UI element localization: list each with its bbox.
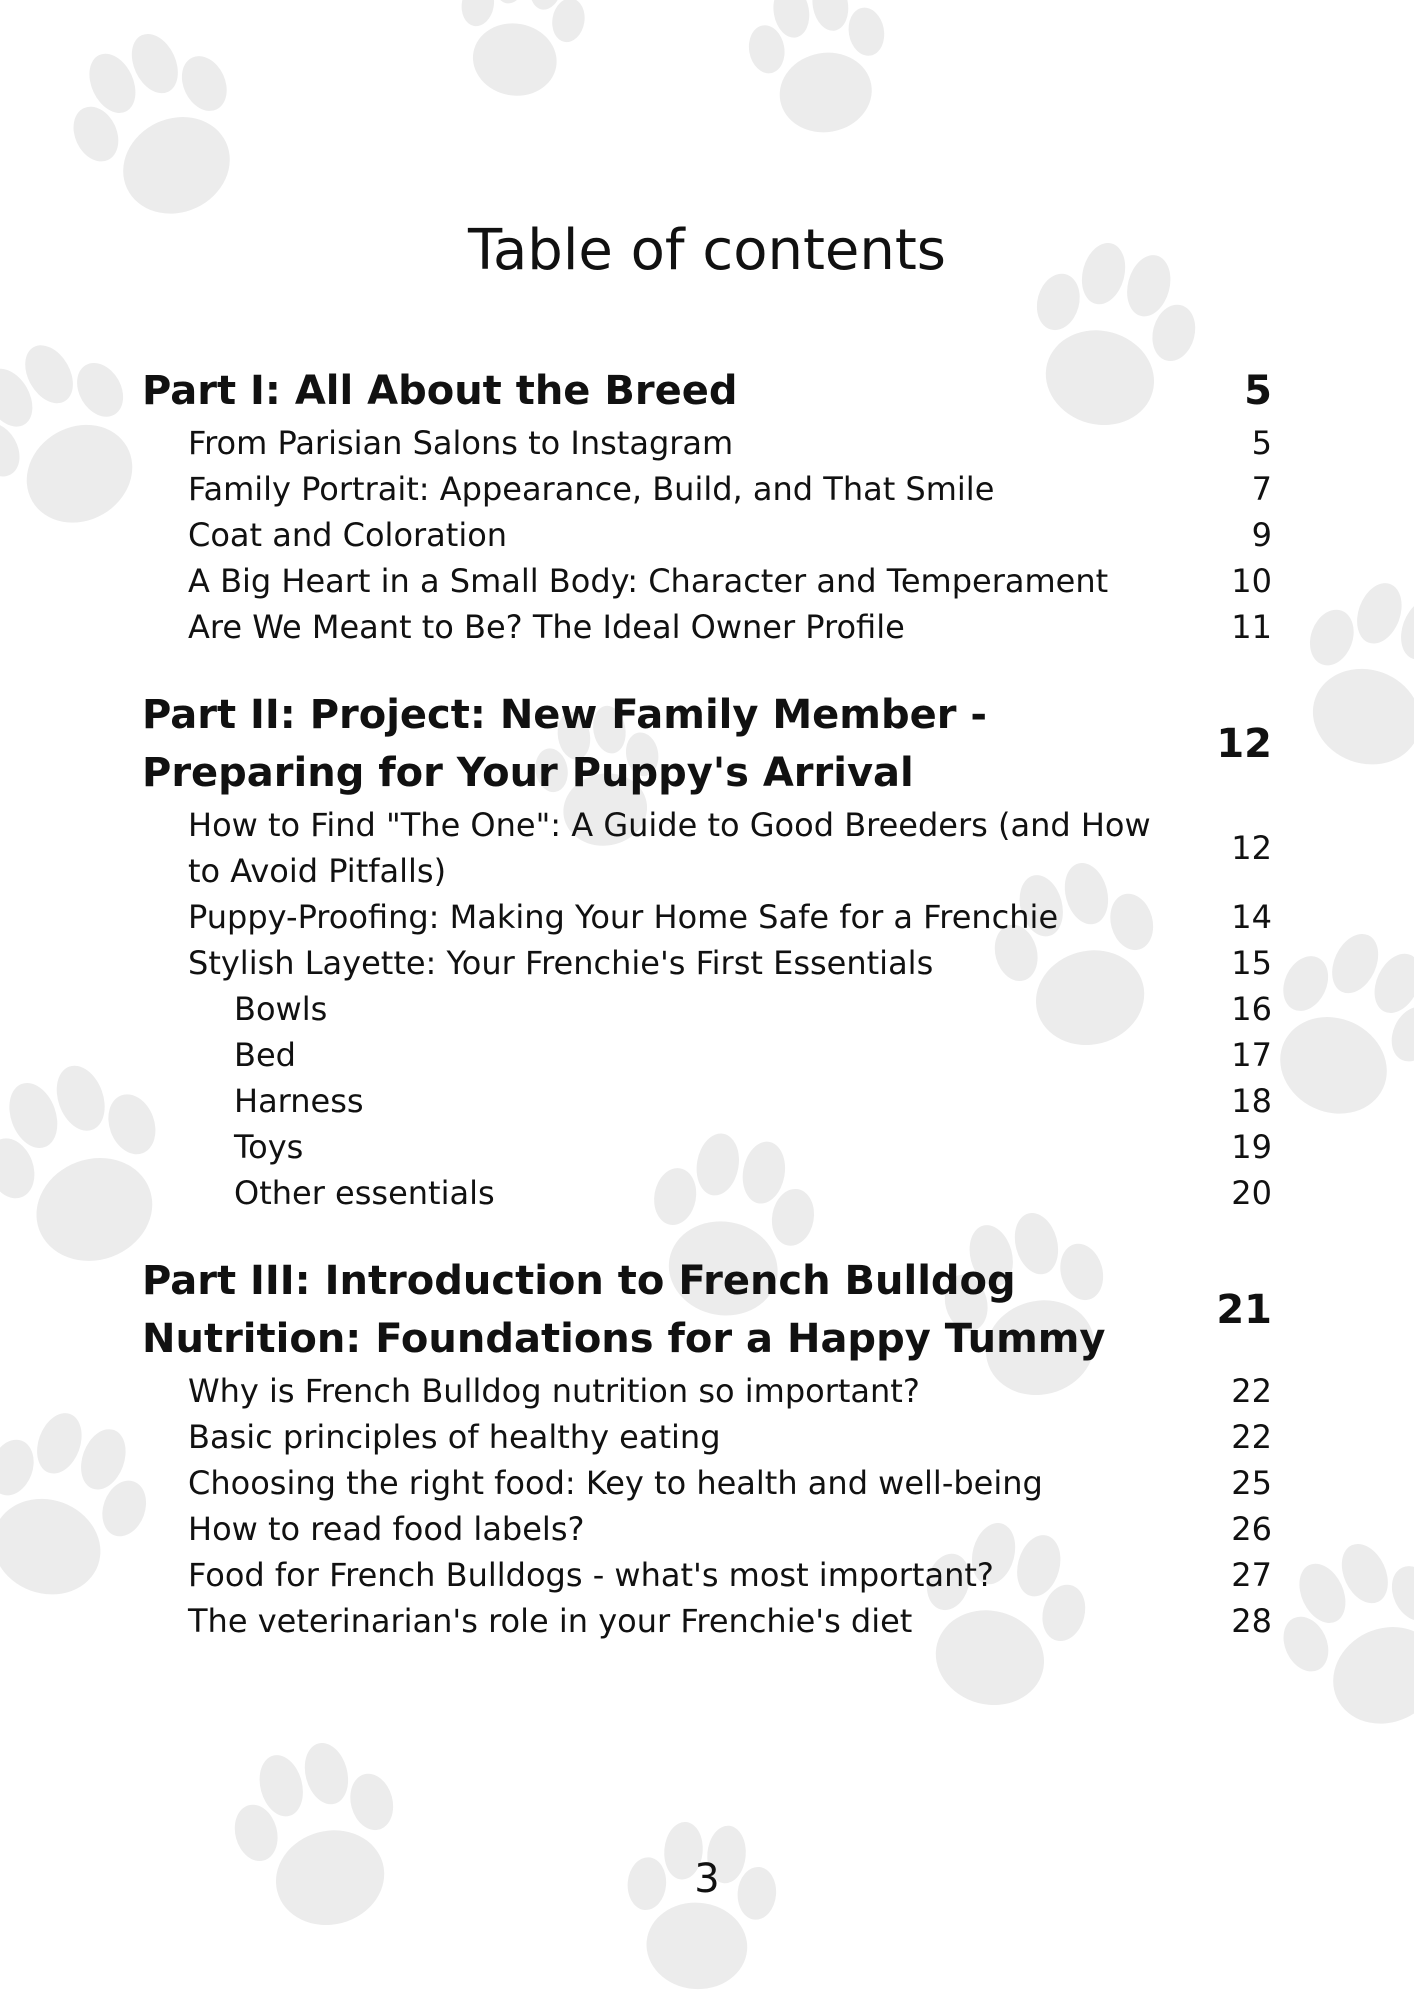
toc-entry-title: Are We Meant to Be? The Ideal Owner Profile — [188, 608, 905, 646]
toc-entry-title: A Big Heart in a Small Body: Character and Temperament — [188, 562, 1109, 600]
toc-entry[interactable] — [142, 512, 1272, 558]
toc-entry-title: How to Find "The One": A Guide to Good Breeders (and How to Avoid Pitfalls) — [188, 806, 1151, 890]
toc-entry-page: 15 — [1231, 944, 1272, 982]
toc-entry-page: 26 — [1231, 1510, 1272, 1548]
toc-entry-page: 5 — [1251, 424, 1272, 462]
toc-entry-title: Other essentials — [234, 1174, 495, 1212]
toc-part-page: 12 — [1216, 721, 1272, 767]
toc-part-heading[interactable] — [142, 362, 1272, 420]
toc-entry[interactable] — [142, 894, 1272, 940]
toc-entry-page: 18 — [1231, 1082, 1272, 1120]
toc-entry-title: The veterinarian's role in your Frenchie's diet — [188, 1602, 913, 1640]
toc-entry-page: 12 — [1231, 829, 1272, 867]
table-of-contents — [142, 362, 1272, 1680]
toc-subentry[interactable] — [142, 1032, 1272, 1078]
toc-entry-title: Bowls — [234, 990, 328, 1028]
toc-entry-page: 19 — [1231, 1128, 1272, 1166]
toc-entry-page: 9 — [1251, 516, 1272, 554]
toc-entry[interactable] — [142, 558, 1272, 604]
toc-entry-page: 22 — [1231, 1418, 1272, 1456]
toc-part-title: Part III: Introduction to French Bulldog Nutrition: Foundations for a Happy Tummy — [142, 1258, 1106, 1362]
toc-entry-page: 22 — [1231, 1372, 1272, 1410]
toc-entry-page: 10 — [1231, 562, 1272, 600]
toc-section-part-2 — [142, 686, 1272, 1216]
toc-entry-page: 11 — [1231, 608, 1272, 646]
toc-subentry[interactable] — [142, 1170, 1272, 1216]
toc-entry-title: Toys — [234, 1128, 304, 1166]
toc-entry-page: 16 — [1231, 990, 1272, 1028]
toc-part-heading[interactable] — [142, 686, 1272, 802]
toc-entry[interactable] — [142, 1552, 1272, 1598]
toc-entry[interactable] — [142, 1368, 1272, 1414]
toc-entry-title: How to read food labels? — [188, 1510, 585, 1548]
toc-entry[interactable] — [142, 1414, 1272, 1460]
toc-entry-title: Bed — [234, 1036, 296, 1074]
toc-entry-title: Family Portrait: Appearance, Build, and That Smile — [188, 470, 995, 508]
toc-entry-page: 17 — [1231, 1036, 1272, 1074]
toc-entry-title: Stylish Layette: Your Frenchie's First Essentials — [188, 944, 934, 982]
toc-section-part-3 — [142, 1252, 1272, 1644]
toc-section-part-1 — [142, 362, 1272, 650]
toc-entry-page: 7 — [1251, 470, 1272, 508]
toc-entry[interactable] — [142, 466, 1272, 512]
toc-subentry[interactable] — [142, 1078, 1272, 1124]
toc-entry[interactable] — [142, 604, 1272, 650]
page-number: 3 — [694, 1856, 720, 1902]
page-title: Table of contents — [468, 218, 946, 283]
toc-entry[interactable] — [142, 1460, 1272, 1506]
toc-entry-title: From Parisian Salons to Instagram — [188, 424, 734, 462]
toc-entry[interactable] — [142, 1598, 1272, 1644]
toc-part-title: Part I: All About the Breed — [142, 368, 738, 414]
toc-subentry[interactable] — [142, 986, 1272, 1032]
toc-part-title: Part II: Project: New Family Member - Preparing for Your Puppy's Arrival — [142, 692, 987, 796]
toc-entry-title: Basic principles of healthy eating — [188, 1418, 721, 1456]
toc-entry-title: Puppy-Proofing: Making Your Home Safe for a Frenchie — [188, 898, 1059, 936]
toc-entry-title: Why is French Bulldog nutrition so important? — [188, 1372, 920, 1410]
toc-entry-title: Choosing the right food: Key to health and well-being — [188, 1464, 1043, 1502]
toc-entry-page: 14 — [1231, 898, 1272, 936]
toc-part-page: 5 — [1244, 368, 1272, 414]
toc-entry[interactable] — [142, 1506, 1272, 1552]
toc-entry-page: 27 — [1231, 1556, 1272, 1594]
toc-entry[interactable] — [142, 420, 1272, 466]
toc-entry[interactable] — [142, 940, 1272, 986]
toc-entry-page: 28 — [1231, 1602, 1272, 1640]
toc-part-page: 21 — [1216, 1287, 1272, 1333]
toc-entry-title: Coat and Coloration — [188, 516, 508, 554]
toc-entry-page: 20 — [1231, 1174, 1272, 1212]
toc-entry-title: Food for French Bulldogs - what's most important? — [188, 1556, 994, 1594]
toc-part-heading[interactable] — [142, 1252, 1272, 1368]
toc-entry-title: Harness — [234, 1082, 364, 1120]
toc-subentry[interactable] — [142, 1124, 1272, 1170]
toc-entry[interactable] — [142, 802, 1272, 894]
toc-entry-page: 25 — [1231, 1464, 1272, 1502]
